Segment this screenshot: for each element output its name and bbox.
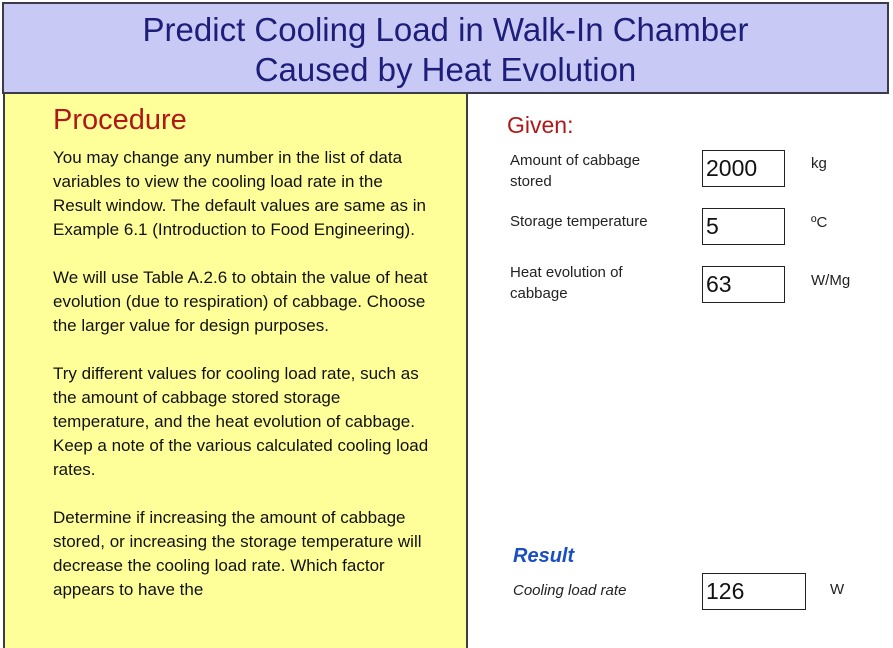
storage-temperature-input[interactable] (702, 208, 785, 245)
heat-evolution-unit: W/Mg (811, 272, 851, 289)
heat-evolution-label: Heat evolution of cabbage (510, 264, 623, 302)
title-banner (2, 2, 889, 94)
cooling-load-unit: W (830, 581, 845, 598)
given-panel (468, 94, 893, 648)
cabbage-amount-input[interactable] (702, 150, 785, 187)
cabbage-amount-unit: kg (811, 155, 827, 172)
procedure-panel (3, 94, 468, 648)
result-title: Result (513, 545, 575, 567)
heat-evolution-input[interactable] (702, 266, 785, 303)
procedure-paragraph-1: You may change any number in the list of data variables to view the cooling load rate in the Result window. The default values are same as in Example 6.1 (Introduction to Food Engineering). (53, 148, 426, 239)
storage-temperature-unit: ºC (811, 214, 828, 231)
storage-temperature-label: Storage temperature (510, 213, 648, 230)
given-title: Given: (507, 112, 574, 138)
procedure-paragraph-3: Try different values for cooling load rate, such as the amount of cabbage stored storage temperature, and the heat evolution of cabbage. Keep a note of the various calculated cooling load rates. (53, 364, 429, 479)
procedure-text (53, 146, 433, 626)
page-title-line1: Predict Cooling Load in Walk-In Chamber (142, 11, 749, 48)
cooling-load-output (702, 573, 806, 610)
procedure-title: Procedure (53, 104, 187, 136)
procedure-paragraph-4: Determine if increasing the amount of cabbage stored, or increasing the storage temperature will decrease the cooling load rate. Which factor appears to have the (53, 508, 422, 599)
cabbage-amount-label: Amount of cabbage stored (510, 152, 641, 190)
cooling-load-label: Cooling load rate (513, 582, 627, 599)
procedure-paragraph-2: We will use Table A.2.6 to obtain the value of heat evolution (due to respiration) of cabbage. Choose the larger value for design purposes. (53, 268, 428, 335)
page-title-line2: Caused by Heat Evolution (254, 51, 637, 88)
